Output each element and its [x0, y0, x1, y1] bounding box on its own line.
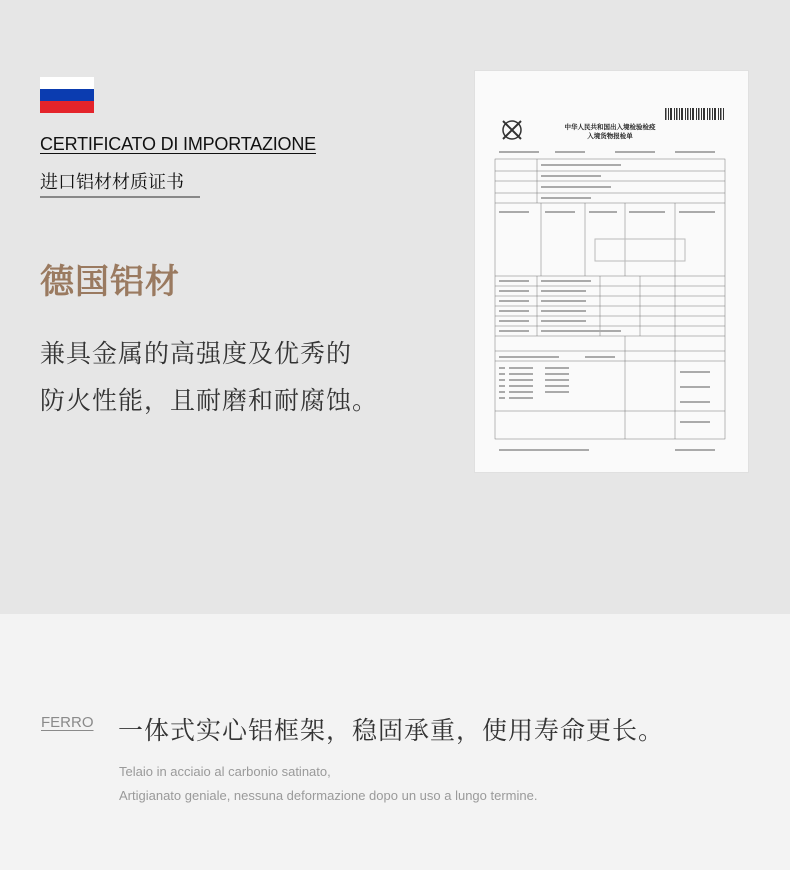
document-title-line-1: 中华人民共和国出入境检验检疫	[564, 123, 656, 131]
certificate-label-cn: 进口铝材材质证书	[40, 172, 184, 193]
description-line-1: 兼具金属的高强度及优秀的	[40, 339, 353, 368]
russia-flag-icon	[40, 77, 94, 113]
document-title-line-2: 入境货物报检单	[587, 132, 633, 140]
feature-title: 一体式实心铝框架，稳固承重，使用寿命更长。	[118, 716, 665, 745]
feature-tag: FERRO	[41, 714, 94, 731]
barcode-icon	[665, 108, 724, 120]
divider	[40, 196, 200, 198]
stamp-icon	[595, 239, 685, 261]
inspection-emblem-icon	[503, 121, 521, 139]
feature-subtitle-line-2: Artigianato geniale, nessuna deformazione dopo un uso a lungo termine.	[119, 788, 538, 803]
certificate-label-it: CERTIFICATO DI IMPORTAZIONE	[40, 134, 316, 154]
feature-subtitle-line-1: Telaio in acciaio al carbonio satinato,	[119, 764, 331, 779]
certificate-document-image	[474, 70, 749, 473]
section-heading: 德国铝材	[40, 262, 180, 302]
description-line-2: 防火性能，且耐磨和耐腐蚀。	[40, 386, 379, 415]
